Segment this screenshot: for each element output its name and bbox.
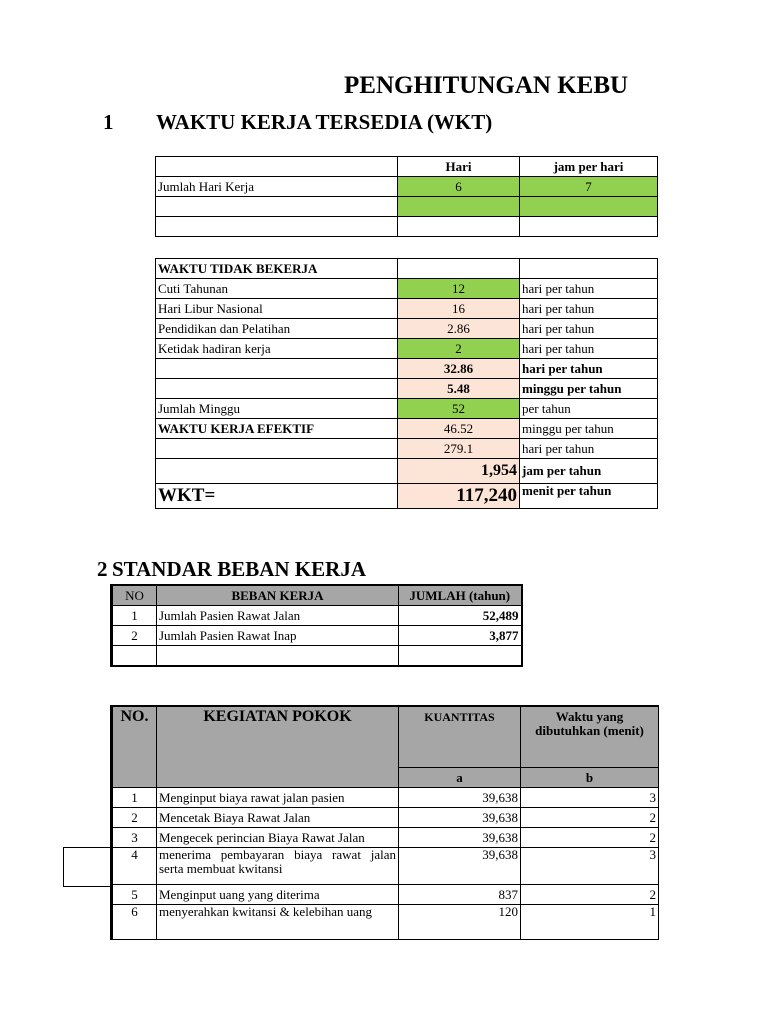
wtb-label	[156, 439, 398, 459]
workload-standard-table	[110, 584, 523, 667]
empty-cell	[157, 646, 399, 667]
wtb-unit: hari per tahun	[520, 439, 658, 459]
wtb-label: Cuti Tahunan	[156, 279, 398, 299]
wtb-header: WAKTU TIDAK BEKERJA	[156, 259, 398, 279]
row-activity: menerima pembayaran biaya rawat jalan serta membuat kwitansi	[157, 848, 399, 885]
row-time: 3	[521, 788, 659, 808]
empty-cell	[398, 259, 520, 279]
wtb-label: Jumlah Minggu	[156, 399, 398, 419]
section-2-number: 2	[97, 557, 108, 581]
row-activity: Menginput biaya rawat jalan pasien	[157, 788, 399, 808]
wkt-label: WKT=	[156, 484, 398, 509]
row-quantity: 39,638	[399, 828, 521, 848]
empty-cell	[156, 157, 398, 177]
main-activities-table	[110, 705, 659, 940]
row-no: 5	[112, 885, 157, 905]
row-time: 1	[521, 905, 659, 940]
row-name: Jumlah Pasien Rawat Jalan	[157, 606, 399, 626]
header-jumlah: JUMLAH (tahun)	[399, 585, 522, 606]
wkt-value: 117,240	[398, 484, 520, 509]
empty-cell	[398, 217, 520, 237]
wtb-label: WAKTU KERJA EFEKTIF	[156, 419, 398, 439]
row-no: 6	[112, 905, 157, 940]
wtb-unit: hari per tahun	[520, 359, 658, 379]
row-quantity: 39,638	[399, 788, 521, 808]
header-jam-per-hari: jam per hari	[520, 157, 658, 177]
section-2-title: STANDAR BEBAN KERJA	[112, 557, 366, 581]
wtb-total-days: 32.86	[398, 359, 520, 379]
row-value: 3,877	[399, 626, 522, 646]
page-title: PENGHITUNGAN KEBU	[344, 72, 629, 99]
row-no: 2	[112, 626, 157, 646]
empty-cell	[399, 646, 522, 667]
wtb-value: 46.52	[398, 419, 520, 439]
empty-cell	[520, 217, 658, 237]
wtb-label: Ketidak hadiran kerja	[156, 339, 398, 359]
value-jam: 7	[520, 177, 658, 197]
wtb-label	[156, 359, 398, 379]
header-no: NO.	[112, 706, 157, 788]
header-kegiatan-pokok: KEGIATAN POKOK	[157, 706, 399, 788]
row-activity: Mengecek perincian Biaya Rawat Jalan	[157, 828, 399, 848]
empty-cell	[112, 646, 157, 667]
wtb-hours-per-year: 1,954	[398, 459, 520, 484]
wtb-label: Pendidikan dan Pelatihan	[156, 319, 398, 339]
row-no: 1	[112, 606, 157, 626]
wtb-value: 16	[398, 299, 520, 319]
wtb-unit: jam per tahun	[520, 459, 658, 484]
wtb-unit: hari per tahun	[520, 279, 658, 299]
header-a: a	[399, 768, 521, 788]
wtb-value: 52	[398, 399, 520, 419]
header-b: b	[521, 768, 659, 788]
row-no: 2	[112, 808, 157, 828]
row-no: 1	[112, 788, 157, 808]
row-name: Jumlah Pasien Rawat Inap	[157, 626, 399, 646]
header-no: NO	[112, 585, 157, 606]
row-time: 3	[521, 848, 659, 885]
row-quantity: 120	[399, 905, 521, 940]
wtb-value: 2.86	[398, 319, 520, 339]
wtb-unit: minggu per tahun	[520, 379, 658, 399]
row-time: 2	[521, 828, 659, 848]
wtb-value: 279.1	[398, 439, 520, 459]
value-hari: 6	[398, 177, 520, 197]
section-1-number: 1	[103, 110, 114, 134]
wtb-label: Hari Libur Nasional	[156, 299, 398, 319]
wtb-unit: hari per tahun	[520, 319, 658, 339]
row-value: 52,489	[399, 606, 522, 626]
wkt-unit: menit per tahun	[520, 484, 658, 509]
stray-cell-border	[63, 847, 112, 887]
row-quantity: 39,638	[399, 808, 521, 828]
row-activity: menyerahkan kwitansi & kelebihan uang	[157, 905, 399, 940]
header-kuantitas: KUANTITAS	[399, 706, 521, 768]
row-activity: Mencetak Biaya Rawat Jalan	[157, 808, 399, 828]
empty-cell	[156, 197, 398, 217]
row-activity: Menginput uang yang diterima	[157, 885, 399, 905]
non-working-time-table	[155, 258, 658, 509]
row-quantity: 39,638	[399, 848, 521, 885]
wtb-unit: hari per tahun	[520, 339, 658, 359]
wtb-label	[156, 379, 398, 399]
wtb-unit: hari per tahun	[520, 299, 658, 319]
row-time: 2	[521, 885, 659, 905]
wtb-value: 12	[398, 279, 520, 299]
header-waktu: Waktu yang dibutuhkan (menit)	[521, 706, 659, 768]
header-hari: Hari	[398, 157, 520, 177]
wtb-unit: minggu per tahun	[520, 419, 658, 439]
working-days-table	[155, 156, 658, 237]
section-1-title: WAKTU KERJA TERSEDIA (WKT)	[156, 110, 493, 134]
wtb-unit: per tahun	[520, 399, 658, 419]
row-label-jumlah-hari-kerja: Jumlah Hari Kerja	[156, 177, 398, 197]
header-beban-kerja: BEBAN KERJA	[157, 585, 399, 606]
row-no: 3	[112, 828, 157, 848]
row-time: 2	[521, 808, 659, 828]
empty-cell	[156, 217, 398, 237]
wtb-label	[156, 459, 398, 484]
empty-cell	[520, 197, 658, 217]
row-quantity: 837	[399, 885, 521, 905]
empty-cell	[520, 259, 658, 279]
wtb-total-weeks: 5.48	[398, 379, 520, 399]
row-no: 4	[112, 848, 157, 885]
empty-cell	[398, 197, 520, 217]
wtb-value: 2	[398, 339, 520, 359]
